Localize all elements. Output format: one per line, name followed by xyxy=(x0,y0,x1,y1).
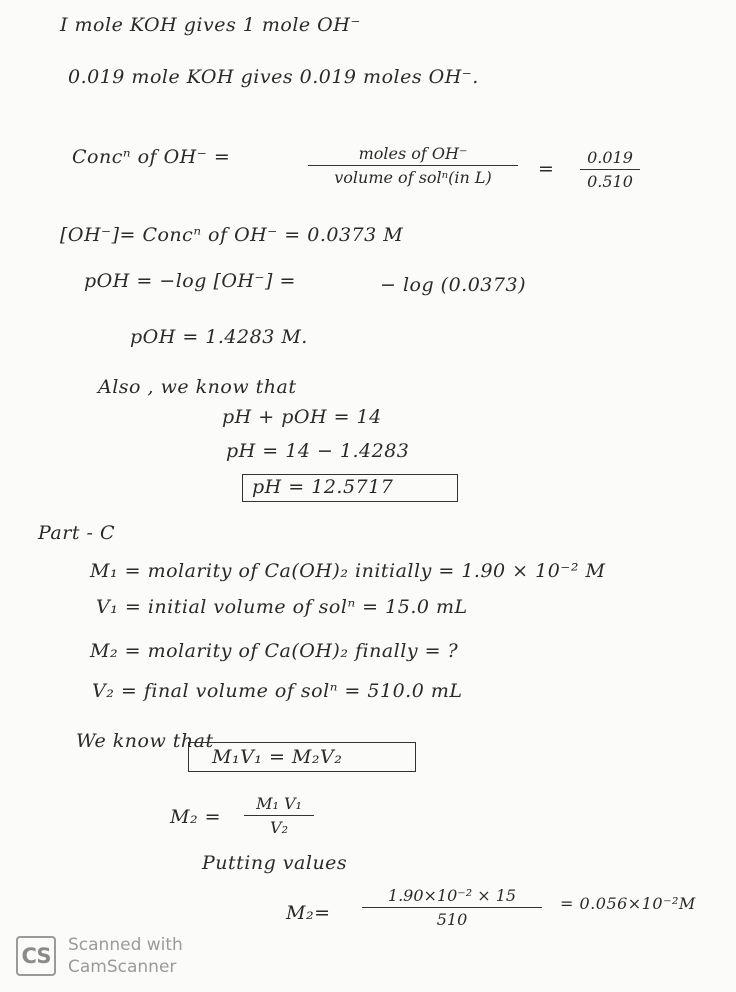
camscanner-logo-icon: CS xyxy=(16,936,56,976)
line-koh-mole: I mole KOH gives 1 mole OH⁻ xyxy=(60,14,361,36)
final-value: = 0.056×10⁻²M xyxy=(560,894,696,913)
fraction-bar xyxy=(362,907,542,908)
line-also: Also , we know that xyxy=(98,376,297,398)
conc-value-fraction xyxy=(580,148,640,191)
watermark-line1: Scanned with xyxy=(68,935,183,955)
conc-fraction xyxy=(308,144,518,187)
watermark-text xyxy=(68,934,183,978)
line-putting-values: Putting values xyxy=(202,852,348,874)
line-m2: M₂ = molarity of Ca(OH)₂ finally = ? xyxy=(90,640,459,662)
dilution-formula: M₁V₁ = M₂V₂ xyxy=(212,746,343,768)
fraction-bar xyxy=(580,169,640,170)
line-oh-conc: [OH⁻]= Concⁿ of OH⁻ = 0.0373 M xyxy=(60,224,404,246)
line-m1: M₁ = molarity of Ca(OH)₂ initially = 1.90 × 10⁻² M xyxy=(90,560,606,582)
line-poh-log: pOH = −log [OH⁻] = xyxy=(84,270,296,292)
conc-equals: = xyxy=(538,158,555,180)
final-fraction xyxy=(362,886,542,929)
final-denominator: 510 xyxy=(436,910,468,929)
fraction-bar xyxy=(244,815,314,816)
line-ph-answer: pH = 12.5717 xyxy=(252,476,394,498)
part-c-heading: Part - C xyxy=(38,522,116,544)
line-v2: V₂ = final volume of solⁿ = 510.0 mL xyxy=(92,680,463,702)
conc-value-numerator: 0.019 xyxy=(587,148,633,167)
line-koh-0019: 0.019 mole KOH gives 0.019 moles OH⁻. xyxy=(68,66,479,88)
line-ph-poh-sum: pH + pOH = 14 xyxy=(222,406,382,428)
m2-fraction xyxy=(244,794,314,837)
line-we-know: We know that xyxy=(76,730,214,752)
line-poh-result: pOH = 1.4283 M. xyxy=(130,326,308,348)
m2-denominator: V₂ xyxy=(270,818,288,837)
conc-label: Concⁿ of OH⁻ = xyxy=(72,146,231,168)
final-lhs: M₂= xyxy=(286,902,331,924)
m2-lhs: M₂ = xyxy=(170,806,222,828)
line-ph-calc: pH = 14 − 1.4283 xyxy=(226,440,410,462)
fraction-bar xyxy=(308,165,518,166)
watermark-line2: CamScanner xyxy=(68,957,177,977)
line-v1: V₁ = initial volume of solⁿ = 15.0 mL xyxy=(96,596,468,618)
conc-value-denominator: 0.510 xyxy=(587,172,633,191)
camscanner-watermark xyxy=(16,934,183,978)
line-poh-log-value: − log (0.0373) xyxy=(380,274,526,296)
m2-numerator: M₁ V₁ xyxy=(256,794,302,813)
conc-denominator: volume of solⁿ(in L) xyxy=(334,168,492,187)
final-numerator: 1.90×10⁻² × 15 xyxy=(387,886,517,905)
conc-numerator: moles of OH⁻ xyxy=(358,144,468,163)
